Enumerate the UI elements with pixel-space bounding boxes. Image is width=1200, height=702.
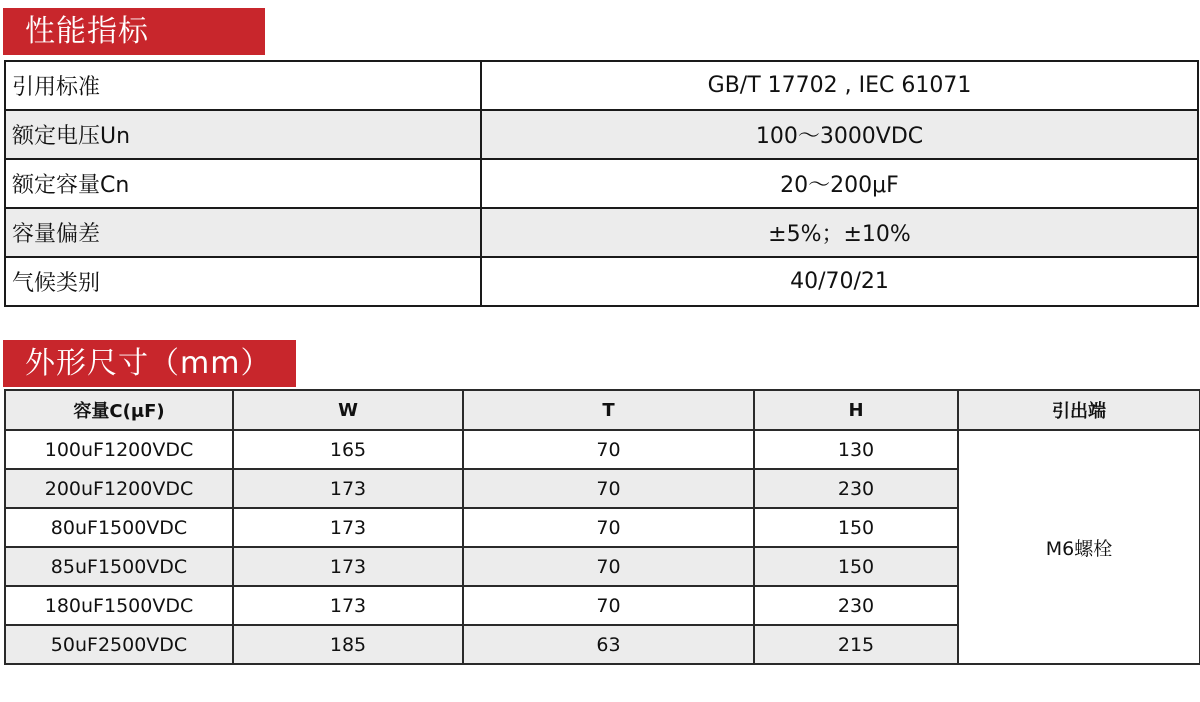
table-header-row — [5, 390, 1200, 430]
capacity-cell: 180uF1500VDC — [5, 586, 233, 625]
w-cell: 185 — [233, 625, 463, 664]
capacity-cell: 50uF2500VDC — [5, 625, 233, 664]
h-cell: 230 — [754, 586, 958, 625]
spec-label: 气候类别 — [5, 257, 481, 306]
spec-label: 容量偏差 — [5, 208, 481, 257]
spec-value: 100～3000VDC — [481, 110, 1198, 159]
capacity-cell: 80uF1500VDC — [5, 508, 233, 547]
h-cell: 130 — [754, 430, 958, 469]
spec-value: ±5%；±10% — [481, 208, 1198, 257]
w-cell: 165 — [233, 430, 463, 469]
table-row — [5, 208, 1198, 257]
t-cell: 63 — [463, 625, 754, 664]
column-header-capacity: 容量C(μF) — [5, 390, 233, 430]
t-cell: 70 — [463, 547, 754, 586]
dimensions-table — [4, 389, 1200, 665]
h-cell: 150 — [754, 547, 958, 586]
spec-label: 额定容量Cn — [5, 159, 481, 208]
h-cell: 230 — [754, 469, 958, 508]
column-header-w: W — [233, 390, 463, 430]
column-header-t: T — [463, 390, 754, 430]
w-cell: 173 — [233, 508, 463, 547]
spec-value: 20～200μF — [481, 159, 1198, 208]
performance-table — [4, 60, 1199, 307]
lead-cell: M6螺栓 — [958, 430, 1200, 664]
h-cell: 215 — [754, 625, 958, 664]
t-cell: 70 — [463, 508, 754, 547]
table-row — [5, 110, 1198, 159]
capacity-cell: 100uF1200VDC — [5, 430, 233, 469]
dimensions-section-title: 外形尺寸（mm） — [3, 340, 296, 387]
spec-value: 40/70/21 — [481, 257, 1198, 306]
spec-value: GB/T 17702 , IEC 61071 — [481, 61, 1198, 110]
table-row — [5, 257, 1198, 306]
column-header-lead: 引出端 — [958, 390, 1200, 430]
table-row — [5, 159, 1198, 208]
t-cell: 70 — [463, 430, 754, 469]
h-cell: 150 — [754, 508, 958, 547]
w-cell: 173 — [233, 547, 463, 586]
table-row — [5, 61, 1198, 110]
capacity-cell: 200uF1200VDC — [5, 469, 233, 508]
spec-label: 引用标准 — [5, 61, 481, 110]
capacity-cell: 85uF1500VDC — [5, 547, 233, 586]
table-row — [5, 430, 1200, 469]
w-cell: 173 — [233, 586, 463, 625]
w-cell: 173 — [233, 469, 463, 508]
t-cell: 70 — [463, 586, 754, 625]
performance-section-title: 性能指标 — [3, 8, 265, 55]
column-header-h: H — [754, 390, 958, 430]
t-cell: 70 — [463, 469, 754, 508]
spec-label: 额定电压Un — [5, 110, 481, 159]
